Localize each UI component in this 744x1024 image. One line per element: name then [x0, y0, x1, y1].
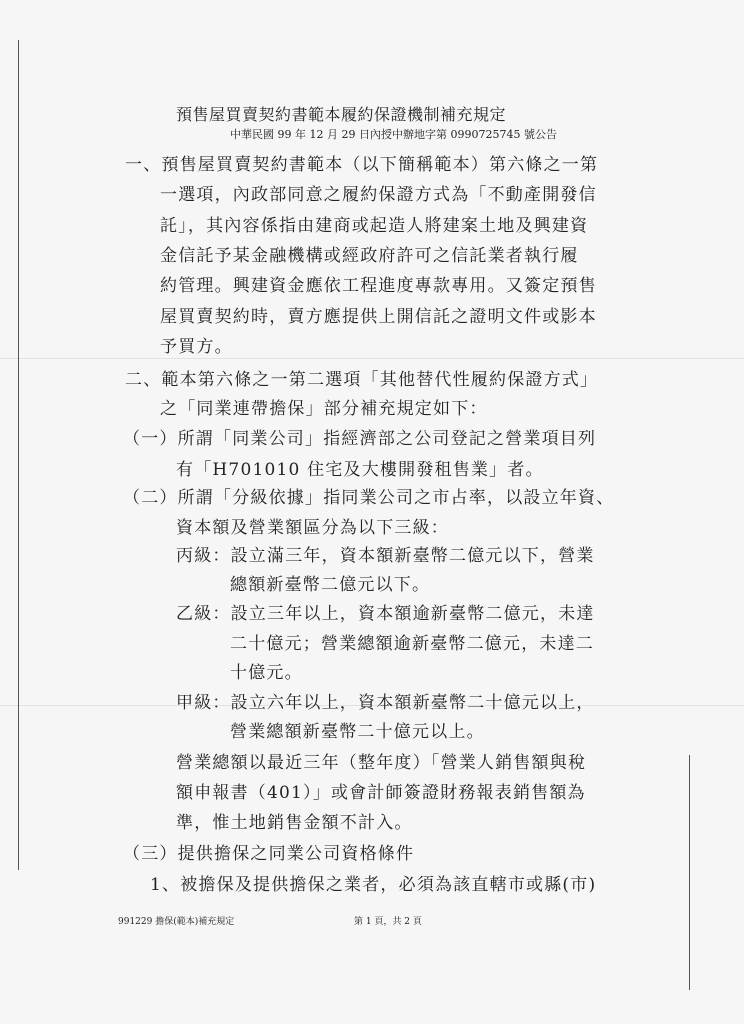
- text-line: （三）提供擔保之同業公司資格條件: [123, 844, 415, 864]
- text-line: 約管理。興建資金應依工程進度專款專用。又簽定預售: [160, 276, 597, 296]
- text-line: 丙級：設立滿三年，資本額新臺幣二億元以下，營業: [176, 546, 595, 566]
- paper-fold-line: [0, 358, 744, 359]
- text-line: 甲級：設立六年以上，資本額新臺幣二十億元以上，: [176, 693, 595, 713]
- text-line: 資本額及營業額區分為以下三級：: [176, 518, 449, 538]
- announcement-reference: 中華民國 99 年 12 月 29 日內授中辦地字第 0990725745 號公告: [230, 128, 557, 141]
- left-margin-line: [18, 40, 19, 870]
- text-line: 二、範本第六條之一第二選項「其他替代性履約保證方式」: [125, 370, 599, 390]
- right-margin-line: [689, 755, 690, 990]
- text-line: 營業總額以最近三年（整年度）「營業人銷售額與稅: [176, 753, 587, 773]
- text-line: （一）所謂「同業公司」指經濟部之公司登記之營業項目列: [123, 429, 597, 449]
- text-line: 之「同業連帶擔保」部分補充規定如下：: [160, 399, 488, 419]
- text-line: 1、被擔保及提供擔保之業者，必須為該直轄市或縣(市): [150, 875, 597, 895]
- text-line: 二十億元；營業總額逾新臺幣二億元，未達二: [230, 634, 594, 654]
- text-line: （二）所謂「分級依據」指同業公司之市占率，以設立年資、: [123, 488, 615, 508]
- text-line: 予買方。: [160, 337, 233, 357]
- text-line: 乙級：設立三年以上，資本額逾新臺幣二億元，未達: [176, 604, 595, 624]
- text-line: 總額新臺幣二億元以下。: [230, 575, 431, 595]
- footer-file-label: 991229 擔保(範本)補充規定: [118, 917, 235, 927]
- text-line: 有「H701010 住宅及大樓開發租售業」者。: [176, 460, 544, 480]
- text-line: 額申報書（401）」或會計師簽證財務報表銷售額為: [176, 783, 586, 803]
- text-line: 準，惟土地銷售金額不計入。: [176, 813, 413, 833]
- text-line: 一、預售屋買賣契約書範本（以下簡稱範本）第六條之一第: [125, 155, 599, 175]
- text-line: 一選項，內政部同意之履約保證方式為「不動產開發信: [160, 185, 597, 205]
- footer-page-number: 第 1 頁，共 2 頁: [354, 917, 422, 927]
- text-line: 金信託予某金融機構或經政府許可之信託業者執行履: [160, 246, 579, 266]
- text-line: 屋買賣契約時，賣方應提供上開信託之證明文件或影本: [160, 307, 597, 327]
- text-line: 十億元。: [230, 663, 303, 683]
- document-title: 預售屋買賣契約書範本履約保證機制補充規定: [176, 105, 507, 124]
- text-line: 託」，其內容係指由建商或起造人將建案土地及興建資: [160, 216, 589, 236]
- text-line: 營業總額新臺幣二十億元以上。: [230, 722, 485, 742]
